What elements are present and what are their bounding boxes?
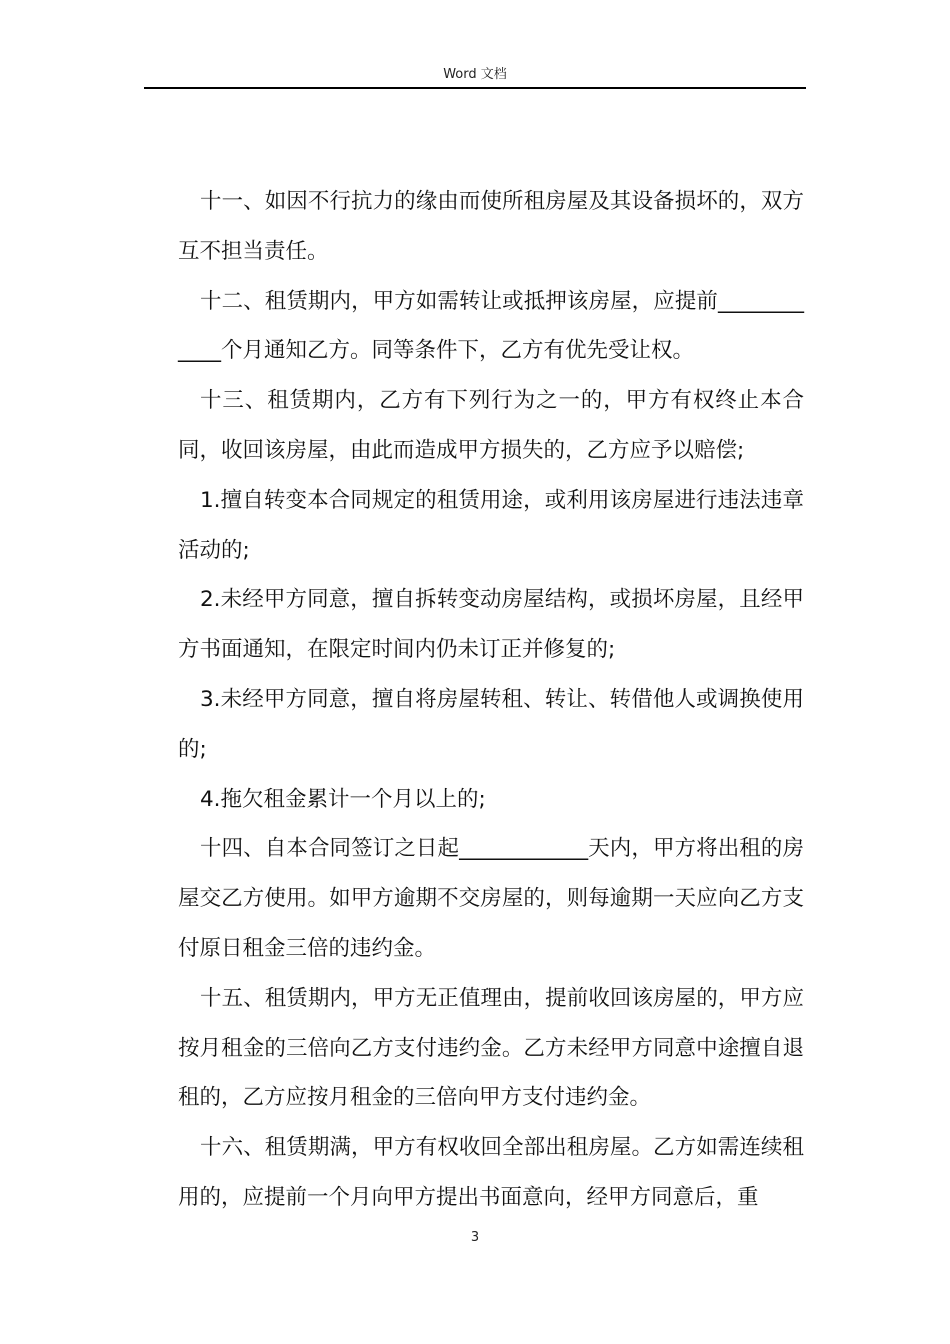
clause-16: 十六、租赁期满，甲方有权收回全部出租房屋。乙方如需连续租用的，应提前一个月向甲方提出书面意向，经甲方同意后，重 [178, 1135, 804, 1210]
clause-11: 十一、如因不行抗力的缘由而使所租房屋及其设备损坏的，双方互不担当责任。 [178, 189, 804, 264]
clause-13-item-1: 1.擅自转变本合同规定的租赁用途，或利用该房屋进行违法违章活动的; [178, 487, 804, 563]
page-header: Word 文档 [443, 67, 507, 82]
header-divider [144, 87, 806, 89]
clause-12: 十二、租赁期内，甲方如需转让或抵押该房屋，应提前____________个月通知乙方。同等条件下，乙方有优先受让权。 [178, 288, 804, 364]
document-body [178, 177, 804, 1223]
page-number: 3 [470, 1230, 480, 1245]
clause-14: 十四、自本合同签订之日起____________天内，甲方将出租的房屋交乙方使用。如甲方逾期不交房屋的，则每逾期一天应向乙方支付原日租金三倍的违约金。 [178, 836, 804, 961]
clause-13-item-3: 3.未经甲方同意，擅自将房屋转租、转让、转借他人或调换使用的; [178, 686, 804, 762]
clause-15: 十五、租赁期内，甲方无正值理由，提前收回该房屋的，甲方应按月租金的三倍向乙方支付违约金。乙方未经甲方同意中途擅自退租的，乙方应按月租金的三倍向甲方支付违约金。 [178, 985, 804, 1111]
clause-13-item-2: 2.未经甲方同意，擅自拆转变动房屋结构，或损坏房屋，且经甲方书面通知，在限定时间内仍未订正并修复的; [178, 587, 804, 663]
clause-13-item-4: 4.拖欠租金累计一个月以上的; [200, 786, 486, 812]
clause-13: 十三、租赁期内，乙方有下列行为之一的，甲方有权终止本合同，收回该房屋，由此而造成甲方损失的，乙方应予以赔偿; [178, 388, 804, 463]
